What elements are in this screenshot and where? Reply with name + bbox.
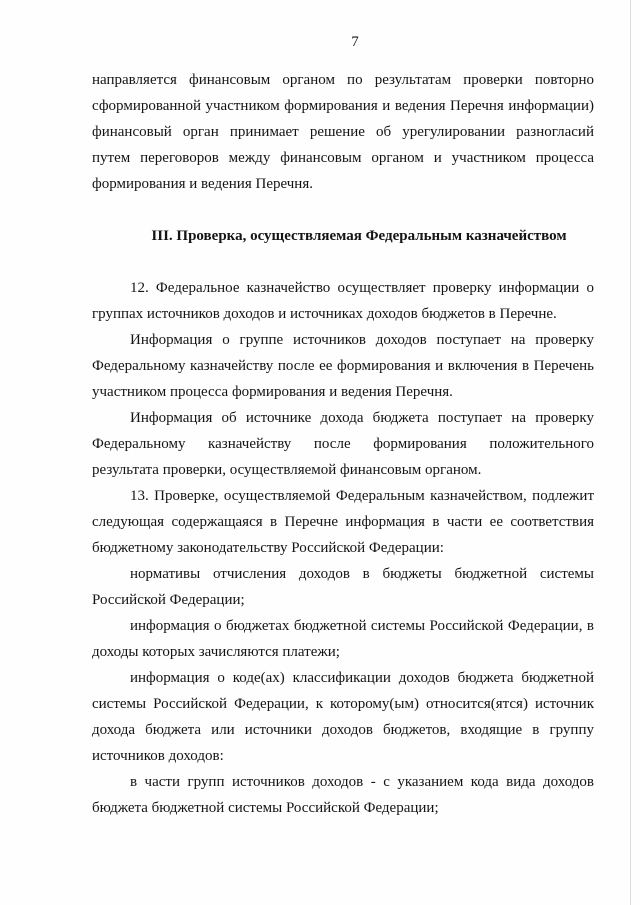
text-line: формирования и ведения Перечня.: [92, 176, 313, 192]
text-line: участником процесса формирования и ведения Перечня.: [92, 384, 453, 400]
text-line: Информация об источнике дохода бюджета поступает на проверку: [130, 410, 594, 426]
text-line: результата проверки, осуществляемой финансовым органом.: [92, 462, 482, 478]
text-line: группах источников доходов и источниках доходов бюджетов в Перечне.: [92, 306, 557, 322]
text-line: путем переговоров между финансовым органом и участником процесса: [92, 150, 594, 166]
text-line: дохода бюджета или источники доходов бюджетов, входящие в группу: [92, 722, 594, 738]
list-subitem: [92, 769, 594, 821]
text-line: Информация о группе источников доходов поступает на проверку: [130, 332, 594, 348]
paragraph-continuation: [92, 67, 594, 197]
section-heading: III. Проверка, осуществляемая Федеральным казначейством: [151, 228, 567, 244]
scan-page-edge: [630, 0, 631, 905]
text-line: бюджетному законодательству Российской Федерации:: [92, 540, 444, 556]
page-number: 7: [351, 34, 359, 50]
text-line: 12. Федеральное казначейство осуществляет проверку информации о: [130, 280, 594, 296]
text-line: направляется финансовым органом по результатам проверки повторно: [92, 72, 594, 88]
text-line: доходы которых зачисляются платежи;: [92, 644, 340, 660]
text-line: 13. Проверке, осуществляемой Федеральным казначейством, подлежит: [130, 488, 594, 504]
list-item: [92, 561, 594, 613]
text-line: Федеральному казначейству после формирования положительного: [92, 436, 594, 452]
text-line: бюджета бюджетной системы Российской Федерации;: [92, 800, 439, 816]
text-line: источников доходов:: [92, 748, 224, 764]
paragraph: [92, 405, 594, 483]
text-line: информация о бюджетах бюджетной системы Российской Федерации, в: [130, 618, 594, 634]
list-item: [92, 613, 594, 665]
paragraph-item-13: [92, 483, 594, 561]
text-line: информация о коде(ах) классификации доходов бюджета бюджетной: [130, 670, 594, 686]
list-item: [92, 665, 594, 769]
paragraph: [92, 327, 594, 405]
text-line: сформированной участником формирования и ведения Перечня информации): [92, 98, 594, 114]
text-line: финансовый орган принимает решение об урегулировании разногласий: [92, 124, 594, 140]
document-body: [92, 67, 594, 821]
text-line: следующая содержащаяся в Перечне информация в части ее соответствия: [92, 514, 594, 530]
text-line: Российской Федерации;: [92, 592, 245, 608]
text-line: системы Российской Федерации, к которому(ым) относится(ятся) источник: [92, 696, 594, 712]
text-line: Федеральному казначейству после ее формирования и включения в Перечень: [92, 358, 594, 374]
paragraph-item-12: [92, 275, 594, 327]
text-line: нормативы отчисления доходов в бюджеты бюджетной системы: [130, 566, 594, 582]
text-line: в части групп источников доходов - с указанием кода вида доходов: [130, 774, 594, 790]
